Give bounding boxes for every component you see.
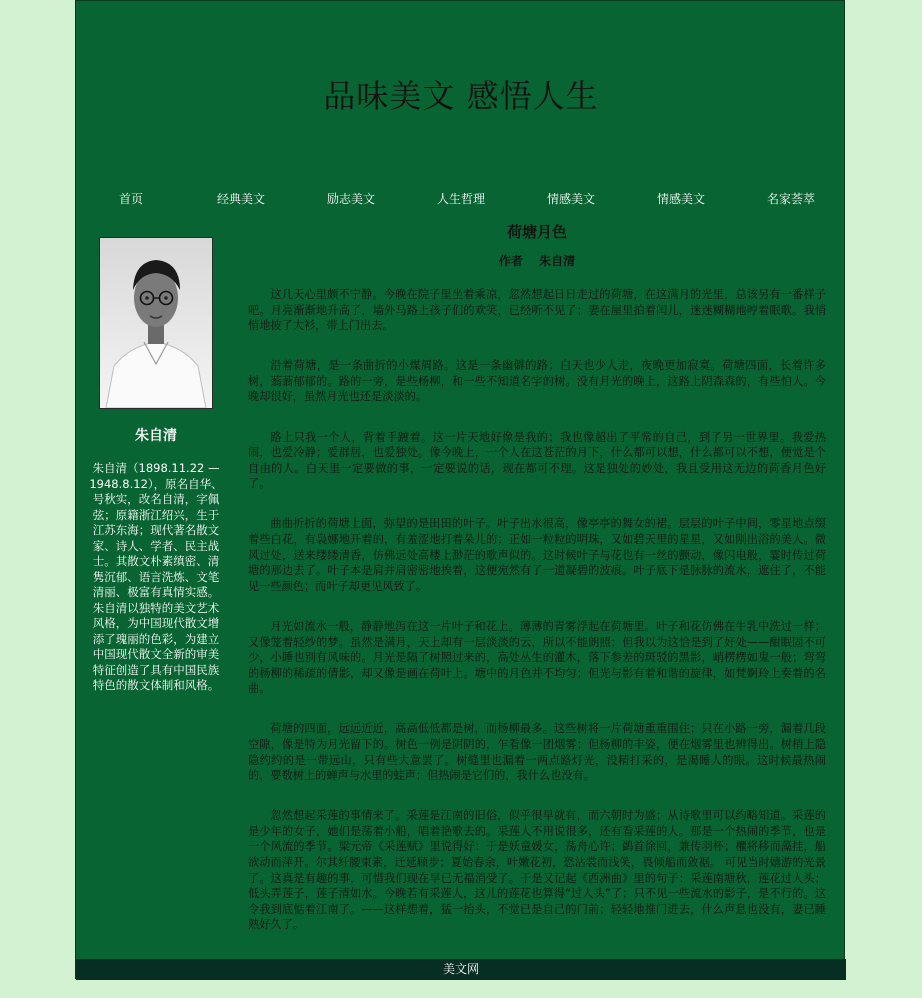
article-byline <box>248 252 826 269</box>
nav-item-inspirational-essays[interactable]: 励志美文 <box>326 192 375 206</box>
author-name: 朱自清 <box>135 428 177 444</box>
article-paragraph: 沿着荷塘，是一条曲折的小煤屑路。这是一条幽僻的路；白天也少人走，夜晚更加寂寞。荷塘四面，长着许多树，蓊蓊郁郁的。路的一旁，是些杨柳，和一些不知道名字的树。没有月光的晚上，这路上阴森森的，有些怕人。今晚却很好，虽然月光也还是淡淡的。 <box>248 359 826 404</box>
article-paragraph: 月光如流水一般，静静地泻在这一片叶子和花上。薄薄的青雾浮起在荷塘里。叶子和花仿佛在牛乳中洗过一样；又像笼着轻纱的梦。虽然是满月，天上却有一层淡淡的云，所以不能朗照；但我以为这恰是到了好处——酣眠固不可少，小睡也别有风味的。月光是隔了树照过来的，高处丛生的灌木，落下参差的斑驳的黑影，峭楞楞如鬼一般；弯弯的杨柳的稀疏的倩影，却又像是画在荷叶上。塘中的月色并不均匀；但光与影有着和谐的旋律，如梵婀玲上奏着的名曲。 <box>248 619 826 696</box>
site-footer: 美文网 <box>76 959 846 980</box>
article-title: 荷塘月色 <box>506 223 567 241</box>
article-paragraph: 这几天心里颇不宁静。今晚在院子里坐着乘凉，忽然想起日日走过的荷塘，在这满月的光里，总该另有一番样子吧。月亮渐渐地升高了，墙外马路上孩子们的欢笑，已经听不见了；妻在屋里拍着闰儿，迷迷糊糊地哼着眠歌。我悄悄地披了大衫，带上门出去。 <box>248 288 826 333</box>
nav-item-emotional-essays-2[interactable]: 情感美文 <box>656 192 705 206</box>
author-bio: 朱自清（1898.11.22 — 1948.8.12），原名自华、号秋实，改名自清，字佩弦；原籍浙江绍兴，生于江苏东海；现代著名散文家、诗人、学者、民主战士。其散文朴素缜密、清隽沉郁、语言洗炼、文笔清丽、极富有真情实感。朱自清以独特的美文艺术风格，为中国现代散文增添了瑰丽的色彩，为建立中国现代散文全新的审美特征创造了具有中国民族特色的散文体制和风格。 <box>89 461 223 692</box>
article-paragraph: 路上只我一个人，背着手踱着。这一片天地好像是我的；我也像超出了平常的自己，到了另一世界里。我爱热闹，也爱冷静；爱群居，也爱独处。像今晚上，一个人在这苍茫的月下，什么都可以想，什么都可以不想，便觉是个自由的人。白天里一定要做的事，一定要说的话，现在都可不理。这是独处的妙处，我且受用这无边的荷香月色好了。 <box>248 430 826 491</box>
main-nav <box>76 189 846 209</box>
author-portrait <box>99 237 213 409</box>
nav-item-life-philosophy[interactable]: 人生哲理 <box>436 192 485 206</box>
nav-item-classic-essays[interactable]: 经典美文 <box>216 192 265 206</box>
site-title: 品味美文 感悟人生 <box>323 77 599 115</box>
byline-author: 朱自清 <box>539 254 576 268</box>
article-paragraph: 曲曲折折的荷塘上面，弥望的是田田的叶子。叶子出水很高，像亭亭的舞女的裙。层层的叶子中间，零星地点缀着些白花，有袅娜地开着的，有羞涩地打着朵儿的；正如一粒粒的明珠，又如碧天里的星星，又如刚出浴的美人。微风过处，送来缕缕清香，仿佛远处高楼上渺茫的歌声似的。这时候叶子与花也有一丝的颤动，像闪电般，霎时传过荷塘的那边去了。叶子本是肩并肩密密地挨着，这便宛然有了一道凝碧的波痕。叶子底下是脉脉的流水，遮住了，不能见一些颜色；而叶子却更见风致了。 <box>248 517 826 593</box>
byline-label: 作者 <box>498 254 523 268</box>
nav-item-home[interactable]: 首页 <box>118 192 143 206</box>
article-paragraph: 荷塘的四面，远远近近，高高低低都是树，而杨柳最多。这些树将一片荷塘重重围住；只在小路一旁，漏着几段空隙，像是特为月光留下的。树色一例是阴阴的，乍看像一团烟雾；但杨柳的丰姿，便在烟雾里也辨得出。树梢上隐隐约约的是一带远山，只有些大意罢了。树缝里也漏着一两点路灯光，没精打采的，是渴睡人的眼。这时候最热闹的，要数树上的蝉声与水里的蛙声；但热闹是它们的，我什么也没有。 <box>248 722 826 783</box>
author-sidebar <box>76 237 236 694</box>
article <box>248 221 826 998</box>
nav-item-famous-authors[interactable]: 名家荟萃 <box>766 192 815 206</box>
page-panel <box>75 0 845 979</box>
article-paragraph: 忽然想起采莲的事情来了。采莲是江南的旧俗，似乎很早就有，而六朝时为盛；从诗歌里可以约略知道。采莲的是少年的女子，她们是荡着小船，唱着艳歌去的。采莲人不用说很多，还有看采莲的人。那是一个热闹的季节，也是一个风流的季节。梁元帝《采莲赋》里说得好：于是妖童媛女，荡舟心许；鹢首徐回，兼传羽杯；欋将移而藻挂，船欲动而萍开。尔其纤腰束素，迁延顾步；夏始春余，叶嫩花初，恐沾裳而浅笑，畏倾船而敛裾。 可见当时嬉游的光景了。这真是有趣的事，可惜我们现在早已无福消受了。于是又记起《西洲曲》里的句子：采莲南塘秋，莲花过人头；低头弄莲子，莲子清如水。今晚若有采莲人，这儿的莲花也算得“过人头”了；只不见一些流水的影子，是不行的。这令我到底惦着江南了。——这样想着，猛一抬头，不觉已是自己的门前；轻轻地推门进去，什么声息也没有，妻已睡熟好久了。 <box>248 809 826 932</box>
nav-item-emotional-essays[interactable]: 情感美文 <box>546 192 595 206</box>
